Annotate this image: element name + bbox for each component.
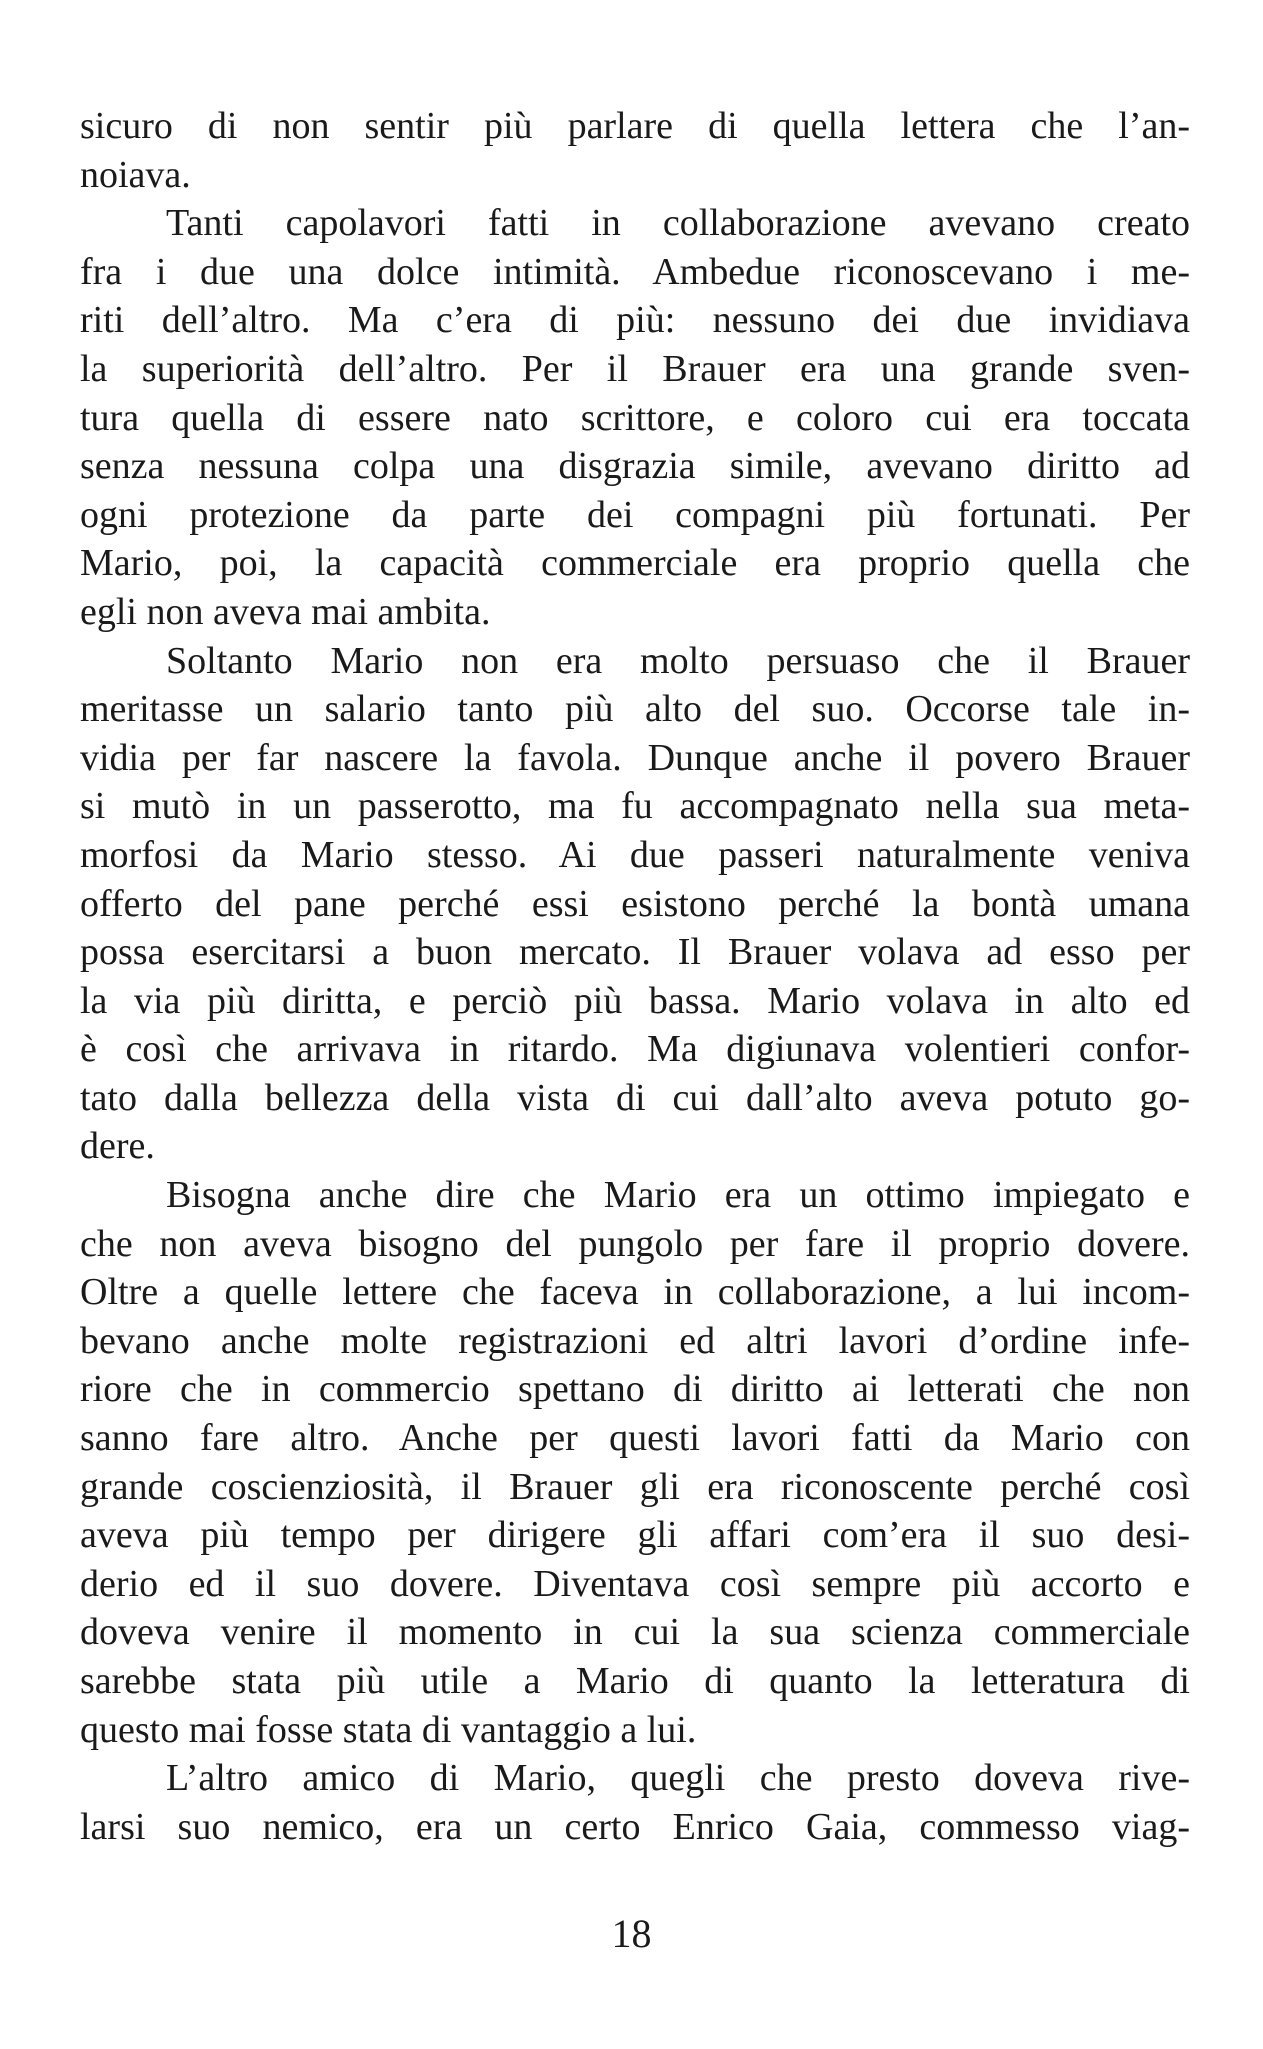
text-line: offerto del pane perché essi esistono perché la bontà umana [80, 882, 1190, 925]
text-line: la via più diritta, e perciò più bassa. Mario volava in alto ed [80, 979, 1190, 1022]
text-line: egli non aveva mai ambita. [80, 590, 491, 633]
paragraph-start-line: L’altro amico di Mario, quegli che presto doveva rive- [166, 1757, 1190, 1800]
page-number: 18 [611, 1911, 652, 1956]
body-text [80, 102, 1190, 1851]
text-line: meritasse un salario tanto più alto del suo. Occorse tale in- [80, 688, 1190, 731]
text-line: grande coscienziosità, il Brauer gli era riconoscente perché così [80, 1465, 1190, 1508]
text-line: si mutò in un passerotto, ma fu accompagnato nella sua meta- [80, 785, 1190, 828]
text-line: è così che arrivava in ritardo. Ma digiunava volentieri confor- [80, 1028, 1190, 1071]
text-line: questo mai fosse stata di vantaggio a lui. [80, 1708, 697, 1751]
text-line: ogni protezione da parte dei compagni più fortunati. Per [80, 493, 1190, 536]
text-line: Mario, poi, la capacità commerciale era proprio quella che [80, 542, 1190, 585]
text-line: riore che in commercio spettano di diritto ai letterati che non [80, 1368, 1190, 1411]
text-line: doveva venire il momento in cui la sua scienza commerciale [80, 1611, 1190, 1654]
text-line: morfosi da Mario stesso. Ai due passeri naturalmente veniva [80, 833, 1190, 876]
text-line: vidia per far nascere la favola. Dunque anche il povero Brauer [80, 736, 1190, 779]
text-line: sanno fare altro. Anche per questi lavori fatti da Mario con [80, 1417, 1190, 1460]
text-line: derio ed il suo dovere. Diventava così sempre più accorto e [80, 1562, 1190, 1605]
text-line: tura quella di essere nato scrittore, e coloro cui era toccata [80, 396, 1190, 439]
text-line: possa esercitarsi a buon mercato. Il Brauer volava ad esso per [80, 931, 1190, 974]
text-line: sarebbe stata più utile a Mario di quanto la letteratura di [80, 1660, 1190, 1702]
text-line: tato dalla bellezza della vista di cui dall’alto aveva potuto go- [80, 1076, 1190, 1119]
text-line: fra i due una dolce intimità. Ambedue riconoscevano i me- [80, 250, 1190, 293]
text-line: senza nessuna colpa una disgrazia simile, avevano diritto ad [80, 445, 1190, 488]
text-line: noiava. [80, 153, 191, 196]
paragraph-start-line: Bisogna anche dire che Mario era un ottimo impiegato e [166, 1174, 1190, 1217]
paragraph-start-line: Tanti capolavori fatti in collaborazione avevano creato [166, 202, 1190, 245]
text-line: riti dell’altro. Ma c’era di più: nessuno dei due invidiava [80, 299, 1190, 342]
text-line: la superiorità dell’altro. Per il Brauer era una grande sven- [80, 347, 1190, 390]
text-line: dere. [80, 1125, 155, 1168]
text-line: larsi suo nemico, era un certo Enrico Gaia, commesso viag- [80, 1805, 1190, 1848]
text-line: che non aveva bisogno del pungolo per fare il proprio dovere. [80, 1222, 1190, 1265]
text-line: aveva più tempo per dirigere gli affari com’era il suo desi- [80, 1514, 1190, 1557]
text-line: bevano anche molte registrazioni ed altri lavori d’ordine infe- [80, 1319, 1190, 1362]
text-line: sicuro di non sentir più parlare di quella lettera che l’an- [80, 105, 1190, 147]
paragraph-start-line: Soltanto Mario non era molto persuaso che il Brauer [166, 639, 1190, 682]
text-line: Oltre a quelle lettere che faceva in collaborazione, a lui incom- [80, 1271, 1190, 1314]
